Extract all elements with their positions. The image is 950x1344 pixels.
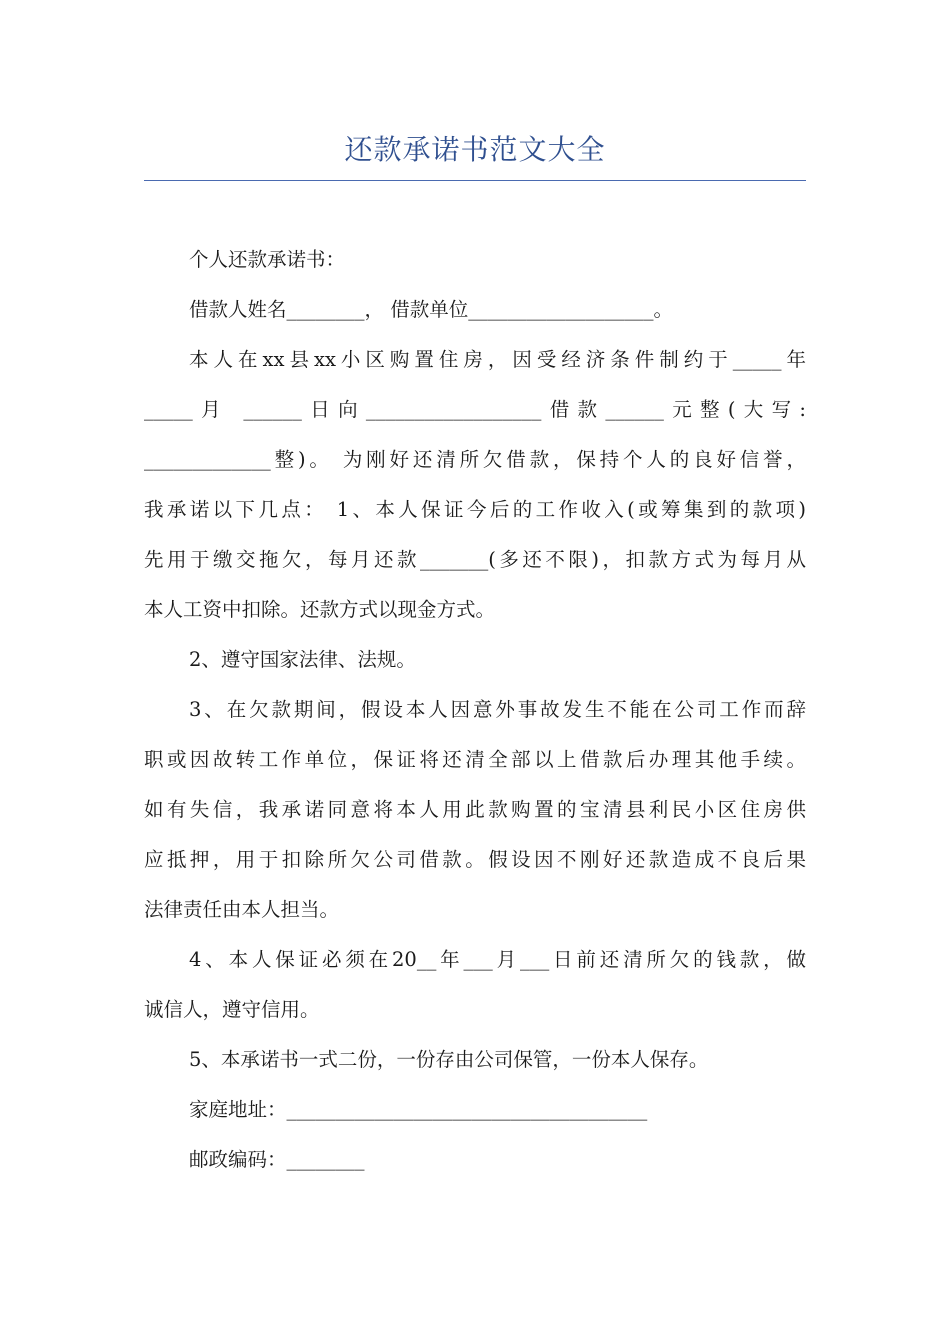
main-paragraph-line-1: 本人在xx县xx小区购置住房，因受经济条件制约于_____年 <box>189 348 806 371</box>
item-3-line-5: 法律责任由本人担当。 <box>144 898 340 921</box>
item-3-line-1: 3、在欠款期间，假设本人因意外事故发生不能在公司工作而辞 <box>189 698 806 721</box>
document-title: 还款承诺书范文大全 <box>344 133 606 166</box>
address-line: 家庭地址：_____________________________________ <box>189 1098 648 1121</box>
title-underline <box>144 180 806 181</box>
postcode-line: 邮政编码：________ <box>189 1148 365 1171</box>
main-paragraph-line-2: _____月 ______日向__________________借款______元整(大写: <box>144 398 806 421</box>
item-4-line-1: 4、本人保证必须在20__年___月___日前还清所欠的钱款，做 <box>189 948 806 971</box>
main-paragraph-line-6: 本人工资中扣除。还款方式以现金方式。 <box>144 598 496 621</box>
item-4-line-2: 诚信人，遵守信用。 <box>144 998 320 1021</box>
main-paragraph-line-5: 先用于缴交拖欠，每月还款_______(多还不限)，扣款方式为每月从 <box>144 548 806 571</box>
item-5: 5、本承诺书一式二份，一份存由公司保管，一份本人保存。 <box>189 1048 709 1071</box>
item-3-line-3: 如有失信，我承诺同意将本人用此款购置的宝清县利民小区住房供 <box>144 798 806 821</box>
main-paragraph-line-4: 我承诺以下几点： 1、本人保证今后的工作收入(或筹集到的款项) <box>144 498 806 521</box>
item-3-line-2: 职或因故转工作单位，保证将还清全部以上借款后办理其他手续。 <box>144 748 806 771</box>
document-body <box>144 235 806 1185</box>
borrower-line: 借款人姓名________， 借款单位___________________。 <box>189 298 673 321</box>
item-3-line-4: 应抵押，用于扣除所欠公司借款。假设因不刚好还款造成不良后果 <box>144 848 806 871</box>
item-2: 2、遵守国家法律、法规。 <box>189 648 416 671</box>
main-paragraph-line-3: _____________整)。 为刚好还清所欠借款，保持个人的良好信誉， <box>144 448 806 471</box>
heading-line: 个人还款承诺书： <box>189 248 346 271</box>
